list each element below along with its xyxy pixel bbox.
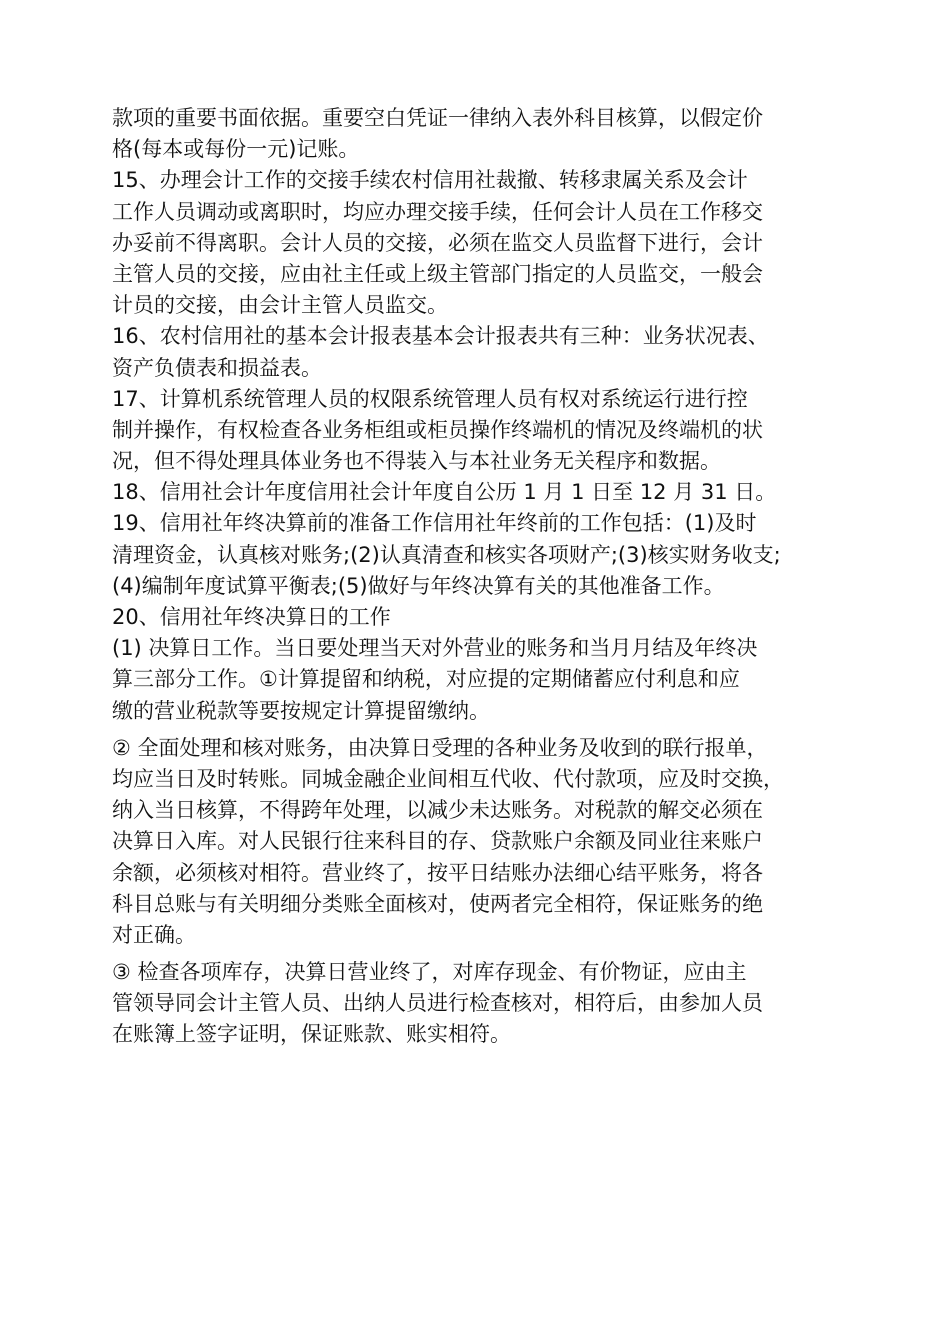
text-line: 决算日入库。对人民银行往来科目的存、贷款账户余额及同业往来账户 <box>112 829 763 854</box>
text-line: ② 全面处理和核对账务，由决算日受理的各种业务及收到的联行报单， <box>112 735 768 760</box>
text-line: 19、信用社年终决算前的准备工作信用社年终前的工作包括：(1)及时 <box>112 511 757 536</box>
text-line: 况，但不得处理具体业务也不得装入与本社业务无关程序和数据。 <box>112 449 721 474</box>
text-line: 纳入当日核算，不得跨年处理，以减少未达账务。对税款的解交必须在 <box>112 798 763 823</box>
text-line: 16、农村信用社的基本会计报表基本会计报表共有三种：业务状况表、 <box>112 324 769 349</box>
text-line: 清理资金，认真核对账务;(2)认真清查和核实各项财产;(3)核实财务收支; <box>112 542 781 567</box>
text-line: 算三部分工作。①计算提留和纳税，对应提的定期储蓄应付利息和应 <box>112 667 740 692</box>
text-line: 17、计算机系统管理人员的权限系统管理人员有权对系统运行进行控 <box>112 386 748 411</box>
text-line: 工作人员调动或离职时，均应办理交接手续，任何会计人员在工作移交 <box>112 199 763 224</box>
text-line: 资产负债表和损益表。 <box>112 355 322 380</box>
text-line: 在账簿上签字证明，保证账款、账实相符。 <box>112 1022 511 1047</box>
text-line: 办妥前不得离职。会计人员的交接，必须在监交人员监督下进行，会计 <box>112 230 763 255</box>
text-line: 格(每本或每份一元)记账。 <box>112 137 360 162</box>
text-line: 款项的重要书面依据。重要空白凭证一律纳入表外科目核算，以假定价 <box>112 106 763 130</box>
document-body <box>112 103 840 1051</box>
text-line: (4)编制年度试算平衡表;(5)做好与年终决算有关的其他准备工作。 <box>112 573 725 598</box>
text-line: 科目总账与有关明细分类账全面核对，使两者完全相符，保证账务的绝 <box>112 891 763 916</box>
text-line: 15、办理会计工作的交接手续农村信用社裁撤、转移隶属关系及会计 <box>112 168 748 193</box>
text-line: 缴的营业税款等要按规定计算提留缴纳。 <box>112 698 490 723</box>
text-line: 均应当日及时转账。同城金融企业间相互代收、代付款项，应及时交换， <box>112 766 784 791</box>
text-line: (1) 决算日工作。当日要处理当天对外营业的账务和当月月结及年终决 <box>112 636 758 661</box>
text-line: 制并操作，有权检查各业务柜组或柜员操作终端机的情况及终端机的状 <box>112 417 763 442</box>
text-line: 18、信用社会计年度信用社会计年度自公历 1 月 1 日至 12 月 31 日。 <box>112 480 777 505</box>
text-line: ③ 检查各项库存，决算日营业终了，对库存现金、有价物证，应由主 <box>112 960 747 985</box>
text-line: 对正确。 <box>112 922 196 947</box>
text-line: 主管人员的交接，应由社主任或上级主管部门指定的人员监交，一般会 <box>112 261 763 286</box>
text-line: 计员的交接，由会计主管人员监交。 <box>112 293 448 318</box>
text-line: 管领导同会计主管人员、出纳人员进行检查核对，相符后，由参加人员 <box>112 991 763 1016</box>
text-line: 余额，必须核对相符。营业终了，按平日结账办法细心结平账务，将各 <box>112 860 763 885</box>
text-line: 20、信用社年终决算日的工作 <box>112 605 391 629</box>
